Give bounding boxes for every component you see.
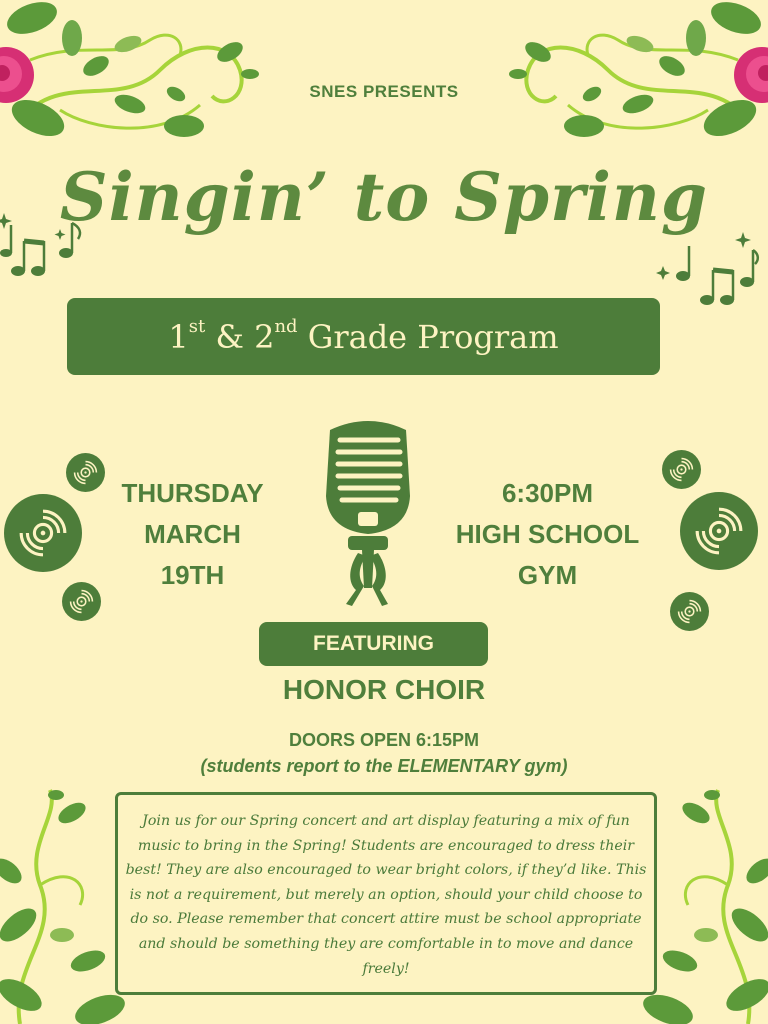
event-month: MARCH — [144, 519, 241, 549]
leaf-icon — [509, 0, 765, 143]
featured-group: HONOR CHOIR — [282, 674, 486, 705]
event-day: THURSDAY — [121, 478, 264, 508]
bottom-right-vine-decoration — [643, 785, 768, 1024]
microphone-icon — [318, 418, 418, 608]
featuring-badge — [259, 622, 488, 666]
description-box — [115, 792, 657, 995]
bottom-left-vine-decoration — [0, 785, 125, 1024]
vinyl-record-icon — [4, 494, 82, 572]
vinyl-record-icon — [62, 582, 101, 621]
presenter-line: SNES PRESENTS — [309, 82, 459, 101]
event-title: Singin’ to Spring — [59, 158, 709, 236]
event-time-location — [440, 473, 655, 596]
top-left-floral-decoration — [0, 0, 265, 150]
vinyl-record-icon — [662, 450, 701, 489]
vinyl-record-icon — [680, 492, 758, 570]
leaf-icon — [3, 0, 259, 143]
doors-open-time: DOORS OPEN 6:15PM — [288, 730, 480, 750]
student-report-note: (students report to the ELEMENTARY gym) — [200, 756, 568, 776]
event-description: Join us for our Spring concert and art display featuring a mix of fun music to bring in the Spring! Students are encouraged to dress their best! They are also encouraged to wear bright colors, if they’d like. This is not a requirement, but merely an option, should your child choose to do so. Please remember that concert attire must be school appropriate and should be something they are comfortable in to move and dance freely! — [125, 813, 647, 977]
event-venue-room: GYM — [517, 560, 578, 590]
grade-program-banner — [67, 298, 660, 375]
top-right-floral-decoration — [503, 0, 768, 150]
leaf-icon — [0, 790, 125, 1024]
featuring-label: FEATURING — [313, 632, 434, 655]
vinyl-record-icon — [670, 592, 709, 631]
event-date — [100, 473, 285, 596]
grade-program-label: 1st & 2nd Grade Program — [168, 315, 559, 356]
leaf-icon — [643, 790, 768, 1024]
event-time: 6:30PM — [501, 478, 594, 508]
event-date-number: 19TH — [160, 560, 225, 590]
event-venue: HIGH SCHOOL — [455, 519, 640, 549]
music-notes-icon — [655, 230, 760, 308]
